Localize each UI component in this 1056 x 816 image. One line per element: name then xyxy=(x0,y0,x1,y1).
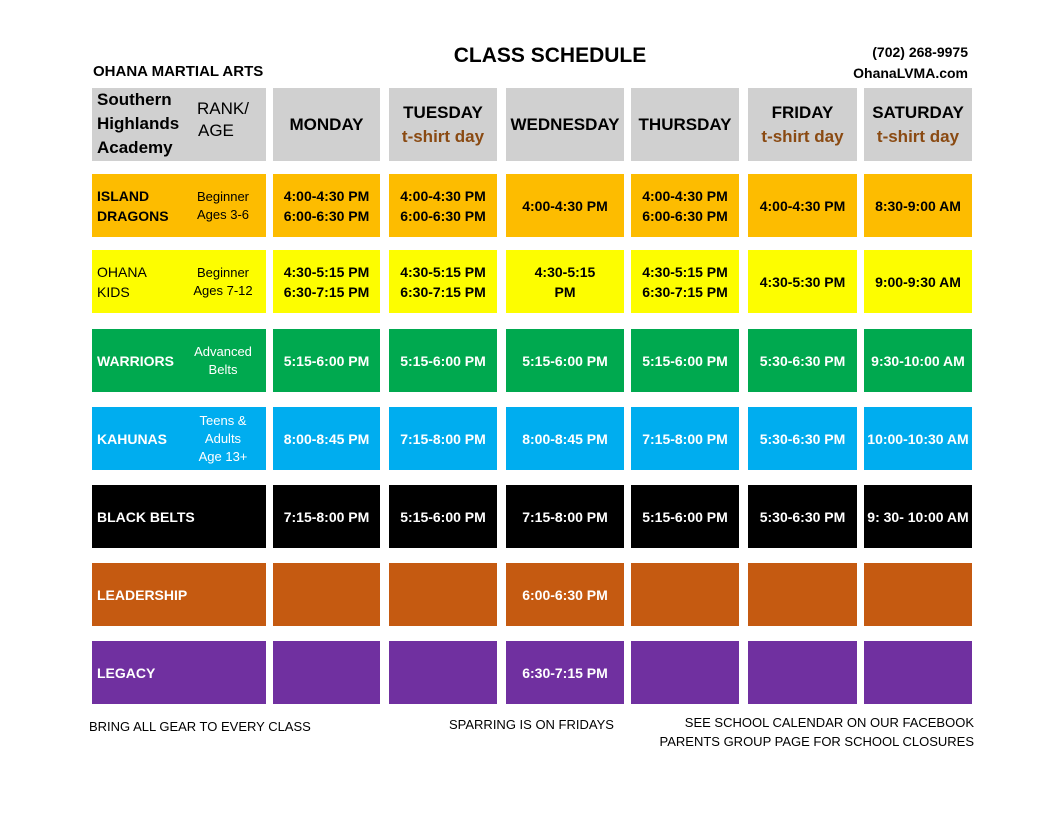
academy-name-line: Academy xyxy=(97,138,173,157)
class-time: 9:30-10:00 AM xyxy=(871,352,965,369)
class-time: 5:15-6:00 PM xyxy=(400,508,486,525)
time-cell-legacy-friday xyxy=(748,641,857,704)
class-label-ohana-kids xyxy=(92,250,266,313)
time-cell-island-dragons-friday xyxy=(748,174,857,237)
class-name-line: ISLAND xyxy=(97,187,150,204)
time-cell-legacy-tuesday xyxy=(389,641,497,704)
class-rank-age-line: Belts xyxy=(208,361,238,377)
class-label-legacy xyxy=(92,641,266,704)
class-time: 6:30-7:15 PM xyxy=(642,283,728,300)
time-cell-leadership-wednesday xyxy=(506,563,624,626)
class-name xyxy=(97,351,174,371)
time-cell-ohana-kids-saturday xyxy=(864,250,972,313)
time-cell-ohana-kids-monday xyxy=(273,250,380,313)
class-time: 6:00-6:30 PM xyxy=(642,207,728,224)
class-time: 4:00-4:30 PM xyxy=(283,187,370,204)
tshirt-day-note: t-shirt day xyxy=(761,126,844,146)
time-cell-black-belts-saturday xyxy=(864,485,972,548)
contact-info xyxy=(853,42,968,84)
class-time: 7:15-8:00 PM xyxy=(400,430,486,447)
class-time: 4:30-5:30 PM xyxy=(759,273,846,290)
class-rank-age-line: Age 13+ xyxy=(198,448,248,464)
class-name-line: OHANA xyxy=(97,263,147,280)
class-name-line: KAHUNAS xyxy=(97,430,167,447)
class-time: 4:00-4:30 PM xyxy=(642,187,728,204)
footer-sparring-note: SPARRING IS ON FRIDAYS xyxy=(449,717,614,732)
time-cell-kahunas-monday xyxy=(273,407,380,470)
class-time: 4:00-4:30 PM xyxy=(522,197,608,214)
class-rank-age xyxy=(192,188,254,224)
class-name-line: WARRIORS xyxy=(97,352,174,369)
footer-calendar-line2: PARENTS GROUP PAGE FOR SCHOOL CLOSURES xyxy=(659,734,974,749)
class-time: 5:30-6:30 PM xyxy=(759,430,846,447)
class-time: 4:30-5:15 PM xyxy=(400,263,486,280)
time-cell-legacy-saturday xyxy=(864,641,972,704)
class-time: 5:15-6:00 PM xyxy=(522,352,608,369)
class-name xyxy=(97,663,155,683)
phone-number: (702) 268-9975 xyxy=(872,44,968,60)
class-time: 5:15-6:00 PM xyxy=(400,352,486,369)
class-name xyxy=(97,186,169,226)
day-name: WEDNESDAY xyxy=(510,114,620,134)
class-rank-age xyxy=(192,343,254,379)
time-cell-warriors-monday xyxy=(273,329,380,392)
rank-age-heading xyxy=(197,98,249,142)
day-name: SATURDAY xyxy=(872,102,964,122)
class-time: 8:30-9:00 AM xyxy=(875,197,961,214)
time-cell-legacy-thursday xyxy=(631,641,739,704)
class-rank-age xyxy=(192,412,254,466)
footer-calendar-note xyxy=(660,713,974,751)
time-cell-island-dragons-monday xyxy=(273,174,380,237)
class-time: 6:30-7:15 PM xyxy=(283,283,370,300)
class-time: 5:15-6:00 PM xyxy=(642,508,728,525)
header-academy-cell xyxy=(92,88,266,161)
class-label-leadership xyxy=(92,563,266,626)
class-name xyxy=(97,507,195,527)
time-cell-kahunas-tuesday xyxy=(389,407,497,470)
class-name-line: LEADERSHIP xyxy=(97,586,188,603)
day-name: TUESDAY xyxy=(403,102,483,122)
academy-name xyxy=(97,88,179,160)
class-time: 6:00-6:30 PM xyxy=(522,586,608,603)
time-cell-leadership-friday xyxy=(748,563,857,626)
time-cell-ohana-kids-wednesday xyxy=(506,250,624,313)
rank-age-heading-line: RANK/ xyxy=(197,99,249,118)
class-time: 4:00-4:30 PM xyxy=(400,187,486,204)
class-time: 6:30-7:15 PM xyxy=(400,283,486,300)
day-name: THURSDAY xyxy=(638,114,732,134)
time-cell-kahunas-wednesday xyxy=(506,407,624,470)
class-rank-age-line: Advanced xyxy=(194,343,252,359)
time-cell-black-belts-thursday xyxy=(631,485,739,548)
class-name-line: LEGACY xyxy=(97,664,156,681)
class-time: PM xyxy=(554,283,576,300)
class-label-black-belts xyxy=(92,485,266,548)
time-cell-kahunas-saturday xyxy=(864,407,972,470)
class-time: 8:00-8:45 PM xyxy=(522,430,608,447)
time-cell-black-belts-monday xyxy=(273,485,380,548)
time-cell-island-dragons-tuesday xyxy=(389,174,497,237)
class-label-island-dragons xyxy=(92,174,266,237)
class-time: 6:00-6:30 PM xyxy=(400,207,486,224)
day-header-friday xyxy=(748,88,857,161)
rank-age-heading-line: AGE xyxy=(198,121,234,140)
class-time: 9: 30- 10:00 AM xyxy=(867,508,969,525)
class-time: 6:30-7:15 PM xyxy=(522,664,608,681)
class-label-kahunas xyxy=(92,407,266,470)
class-label-warriors xyxy=(92,329,266,392)
time-cell-island-dragons-thursday xyxy=(631,174,739,237)
time-cell-ohana-kids-tuesday xyxy=(389,250,497,313)
class-time: 4:30-5:15 PM xyxy=(642,263,728,280)
class-name xyxy=(97,585,187,605)
class-name-line: BLACK BELTS xyxy=(97,508,195,525)
school-name: OHANA MARTIAL ARTS xyxy=(93,63,264,80)
day-header-saturday xyxy=(864,88,972,161)
day-name: FRIDAY xyxy=(771,102,834,122)
class-time: 5:30-6:30 PM xyxy=(759,352,846,369)
day-header-monday xyxy=(273,88,380,161)
time-cell-black-belts-tuesday xyxy=(389,485,497,548)
class-time: 8:00-8:45 PM xyxy=(283,430,370,447)
footer-gear-note: BRING ALL GEAR TO EVERY CLASS xyxy=(89,719,311,734)
class-time: 9:00-9:30 AM xyxy=(875,273,961,290)
class-name xyxy=(97,429,167,449)
class-rank-age xyxy=(192,264,254,300)
time-cell-warriors-tuesday xyxy=(389,329,497,392)
class-name xyxy=(97,262,147,302)
time-cell-legacy-wednesday xyxy=(506,641,624,704)
day-name: MONDAY xyxy=(289,114,364,134)
day-header-tuesday xyxy=(389,88,497,161)
footer-calendar-line1: SEE SCHOOL CALENDAR ON OUR FACEBOOK xyxy=(684,715,974,730)
time-cell-warriors-friday xyxy=(748,329,857,392)
class-rank-age-line: Adults xyxy=(204,430,242,446)
class-time: 10:00-10:30 AM xyxy=(867,430,969,447)
class-time: 5:30-6:30 PM xyxy=(759,508,846,525)
website: OhanaLVMA.com xyxy=(853,65,968,81)
day-header-thursday xyxy=(631,88,739,161)
class-time: 4:00-4:30 PM xyxy=(759,197,846,214)
time-cell-warriors-saturday xyxy=(864,329,972,392)
time-cell-warriors-wednesday xyxy=(506,329,624,392)
time-cell-ohana-kids-friday xyxy=(748,250,857,313)
academy-name-line: Highlands xyxy=(97,114,180,133)
class-time: 5:15-6:00 PM xyxy=(642,352,728,369)
class-rank-age-line: Ages 3-6 xyxy=(196,206,250,222)
class-time: 4:30-5:15 PM xyxy=(283,263,370,280)
class-time: 7:15-8:00 PM xyxy=(642,430,728,447)
time-cell-island-dragons-saturday xyxy=(864,174,972,237)
time-cell-leadership-monday xyxy=(273,563,380,626)
class-name-line: DRAGONS xyxy=(97,207,169,224)
class-time: 6:00-6:30 PM xyxy=(283,207,370,224)
tshirt-day-note: t-shirt day xyxy=(401,126,485,146)
class-name-line: KIDS xyxy=(97,283,130,300)
time-cell-island-dragons-wednesday xyxy=(506,174,624,237)
time-cell-leadership-tuesday xyxy=(389,563,497,626)
class-time: 7:15-8:00 PM xyxy=(283,508,370,525)
time-cell-black-belts-wednesday xyxy=(506,485,624,548)
time-cell-legacy-monday xyxy=(273,641,380,704)
time-cell-leadership-thursday xyxy=(631,563,739,626)
time-cell-leadership-saturday xyxy=(864,563,972,626)
time-cell-ohana-kids-thursday xyxy=(631,250,739,313)
class-time: 7:15-8:00 PM xyxy=(522,508,608,525)
page-title: CLASS SCHEDULE xyxy=(453,44,647,67)
class-rank-age-line: Ages 7-12 xyxy=(193,282,253,298)
class-time: 4:30-5:15 xyxy=(534,263,596,280)
time-cell-kahunas-thursday xyxy=(631,407,739,470)
class-rank-age-line: Beginner xyxy=(196,264,250,280)
tshirt-day-note: t-shirt day xyxy=(876,126,960,146)
class-rank-age-line: Teens & xyxy=(199,412,247,428)
time-cell-kahunas-friday xyxy=(748,407,857,470)
time-cell-black-belts-friday xyxy=(748,485,857,548)
time-cell-warriors-thursday xyxy=(631,329,739,392)
day-header-wednesday xyxy=(506,88,624,161)
class-time: 5:15-6:00 PM xyxy=(283,352,370,369)
class-rank-age-line: Beginner xyxy=(196,188,250,204)
academy-name-line: Southern xyxy=(97,90,172,109)
